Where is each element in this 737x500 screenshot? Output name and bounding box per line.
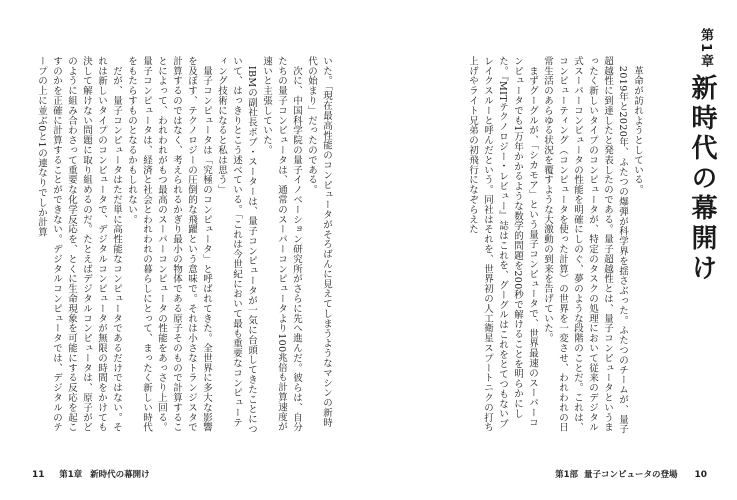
right-page-body-text: 革命が訪れようとしている。 2019年と2020年、ふたつの爆弾が科学界を揺さぶった。ふたつのチームが、量子超越性に到達したと発表したのである。量子超越性とは、量子コンピュータというまったく新しいタイプのコンピュータが、特定のタスクの処理において従来のデジタル式スーパーコンピュータの性能を明確にしのぐ、夢のような段階のことだ。これは、コンピューティング（コンピュータを使った計算）の世界を一変させ、われわれの日常生活のあらゆる状況を覆すような大激動の到来を告げていた。 まずグーグルが、「シカモア」という量子コンピュータで、世界最速のスーパーコンピュータでも1万年かかるような数学的問題を200秒で解けることを明らかにした。『MITテクノロジー・レビュー』誌はこれを、グーグルはこれをとてつもないブレイクスルーと呼んだという。同社はそれを、世界初の人工衛星スプートニクの打ち上げやライト兄弟の初飛行になぞらえた — [467, 56, 643, 435]
left-running-head-title: 新時代の幕開け — [90, 470, 150, 480]
right-running-head-chapter: 第1部 — [555, 470, 578, 480]
left-page-footer — [32, 468, 158, 480]
chapter-label: 第1章 — [698, 28, 713, 70]
right-running-head-title: 量子コンピュータの登場 — [583, 470, 678, 480]
right-page — [368, 0, 737, 500]
left-page-number: 11 — [32, 470, 45, 480]
left-running-head-chapter: 第1章 — [59, 470, 83, 480]
left-running-head — [59, 470, 157, 480]
left-page-body-text: いた。「現在最高性能のコンピュータがそろばんに見えてしまうようなマシンの新時代の始まり」だったのである。 次に、中国科学院の量子イノベーション研究所がさらに先へ進んだ。彼らは、自分たちの量子コンピュータは、通常のスーパーコンピュータより100兆倍も計算速度が速いと主張していた。 IBMの副社長ボブ・スーターは、量子コンピュータが一気に台頭してきたことについて、はっきりとこう述べている。「これは今世紀において最も重要なコンピューティング技術になると私は思う」 量子コンピュータは「究極のコンピュータ」と呼ばれてきた。全世界に多大な影響を及ぼす、テクノロジーの圧倒的な飛躍という意味で。それは小さなトランジスタで計算するのではなく、考えられるかぎり最小の物体である原子そのもので計算することによって、われわれがもつ最高のスーパーコンピュータの性能をあっさり上回る。量子コンピュータは、経済と社会とわれわれの暮らしにとって、まったく新しい時代をもたらすものとなるかもしれない。 だが、量子コンピュータはただ単に高性能なコンピュータであるだけではない。それは新しいタイプのコンピュータで、デジタルコンピュータが無限の時間をかけても決して解けない問題に取り組めるのだ。たとえばデジタルコンピュータは、原子がどのように組み合わさって重要な化学反応を、とくに生命現象を可能にする反応を起こすのかを正確に計算することができない。デジタルコンピュータでは、デジタルのテープの上に並ぶ0と1の連なりでしか計算 — [36, 56, 332, 435]
right-page-number: 10 — [694, 470, 707, 480]
chapter-title: 新時代の幕開け — [687, 74, 717, 284]
right-page-footer — [549, 468, 707, 480]
left-page — [0, 0, 368, 500]
right-running-head — [549, 470, 680, 480]
